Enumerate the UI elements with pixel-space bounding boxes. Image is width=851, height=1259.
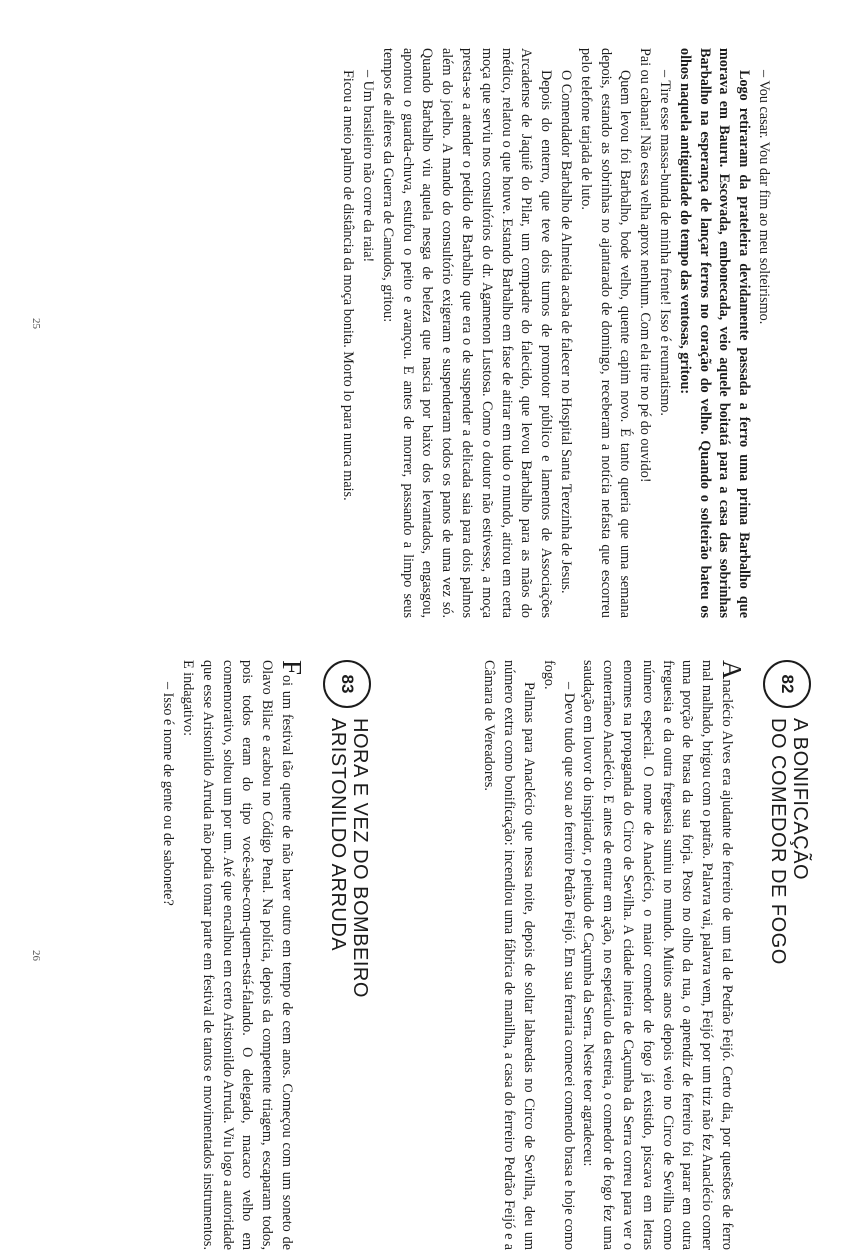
chapter-title-line: DO COMEDOR DE FOGO <box>767 718 789 965</box>
chapter-82 <box>479 660 811 1250</box>
drop-cap: A <box>717 660 747 680</box>
paragraph: – Tire esse massa-bunda de minha frente! Isso é reumatismo. <box>657 70 674 416</box>
paragraph: – Vou casar. Vou dar fim ao meu solteirismo. <box>756 70 772 325</box>
paragraph: – Devo tudo que sou ao ferreiro Pedrão Feijó. Em sua ferraria comecei comendo brasa e hoje como fogo. <box>540 660 577 1250</box>
chapter-title <box>767 718 811 965</box>
paragraph: Pai ou cabana! Não essa velha aprox nenhum. Com ela tire no pé do ouvido! <box>637 48 654 483</box>
paragraph: Logo retiraram da prateleira devidamente passada a ferro uma prima Barbalho que morava em Bauru. Escovada, embonecada, veio aquele boitatá para a casa das sobrinhas Barbalho na esperança de lançar ferros no coração do velho. Quando o solteirão bateu os olhos naquela antiguidade do tempo das ventosas, gritou: <box>676 48 753 618</box>
chapter-title-line: A BONIFICAÇÃO <box>789 718 811 881</box>
chapter-83 <box>157 660 371 1250</box>
chapter-title <box>327 718 371 998</box>
paragraph: O Comendador Barbalho de Almeida acaba de falecer no Hospital Santa Terezinha de Jesus. <box>558 70 575 594</box>
page-number: 25 <box>30 318 42 329</box>
paragraph: Ficou a meio palmo de distância da moça bonita. Morto lo para nunca mais. <box>340 70 357 501</box>
chapter-title-line: HORA E VEZ DO BOMBEIRO <box>349 718 371 998</box>
paragraph <box>578 660 747 1250</box>
chapter-title-line: ARISTONILDO ARRUDA <box>327 718 349 952</box>
left-page-text <box>337 48 773 618</box>
paragraph: Depois do enterro, que teve dois turnos de promotor público e lamentos de Associações Arcadense de Jaquiê do Pilar, um compadre do falecido, que levou Barbalho para as mãos do médico, relatou o que houve. Estando Barbalho em fase de atirar em tudo o mundo, atirou em certa moça que serviu nos consultórios do dr. Agamenon Lustosa. Como o doutor não estivesse, a moça presta-se a atender o pedido de Barbalho que era o de suspender a delicada saia para dois palmos além do joelho. A mando do consultório exigeram e suspenderam todos os panos de uma vez só. Quando Barbalho viu aquela nesga de beleza que nascia por baixo dos levantados, engasgou, apontou o guarda-chuva, estufou o peito e avançou. E antes de morrer, passando a limpo seus tempos de alferes da Guerra de Canudos, gritou: <box>379 48 555 618</box>
paragraph: Quem levou foi Barbalho, bode velho, quente capim novo. É tanto queria que uma semana depois, estando as sobrinhas no ajantarado de domingo, receberam a notícia nefasta que escorreu pelo telefone tarjada de luto. <box>577 48 634 618</box>
paragraph: Palmas para Anaclécio que nessa noite, depois de soltar labaredas no Circo de Sevilha, deu um número extra como bonificação: incendiou uma fábrica de manilha, a casa do ferreiro Pedrão Feijó e a Câmara de Vereadores. <box>481 660 538 1250</box>
chapter-number-badge: 83 <box>323 660 371 708</box>
chapter-number-badge: 82 <box>763 660 811 708</box>
paragraph: – Isso é nome de gente ou de sabonete? <box>160 682 177 906</box>
drop-cap: F <box>277 660 307 676</box>
left-page <box>0 48 851 618</box>
paragraph-text: naclécio Alves era ajudante de ferreiro de um tal de Pedrão Feijó. Certo dia, por questões de ferro mal malhado, brigou com o patrão. Palavra vai, palavra vem, Feijó por um triz não fez Anaclécio comer uma porção de brasa da sua forja. Posto no olho da rua, o aprendiz de ferreiro foi parar em outra freguesia e da outra freguesia sumiu no mundo. Muitos anos depois veio no Circo de Sevilha como número especial. O nome de Anaclécio, o maior comedor de fogo já existido, piscava em letras enormes na propaganda do Circo de Sevilha. A cidade inteira de Caçumba da Serra correu para ver o conterrâneo Anaclécio. E antes de entrar em ação, no espetáculo da estreia, o comedor de fogo fez uma saudação em louvor do inspirador, o peitudo de Caçumba da Serra. Neste teor agradeceu: <box>580 660 735 1250</box>
right-page <box>0 660 851 1250</box>
chapter-heading <box>323 660 371 1250</box>
paragraph-text: oi um festival tão quente de não haver outro em tempo de cem anos. Começou com um soneto de Olavo Bilac e acabou no Código Penal. Na polícia, depois da competente triagem, escaparam todos, pois todos eram do tipo você-sabe-com-quem-está-falando. O delegado, macaco velho em comemorativo, soltou um por um. Até que encalhou em certo Aristonildo Arruda. Viu logo a autoridade que esse Aristonildo Arruda não podia tomar parte em festival de tantos e movimentados instrumentos. E indagativo: <box>180 660 295 1250</box>
page-number: 26 <box>30 950 42 961</box>
chapter-heading <box>763 660 811 1250</box>
paragraph <box>177 660 307 1250</box>
paragraph: – Um brasileiro não corre da raia! <box>360 70 377 263</box>
